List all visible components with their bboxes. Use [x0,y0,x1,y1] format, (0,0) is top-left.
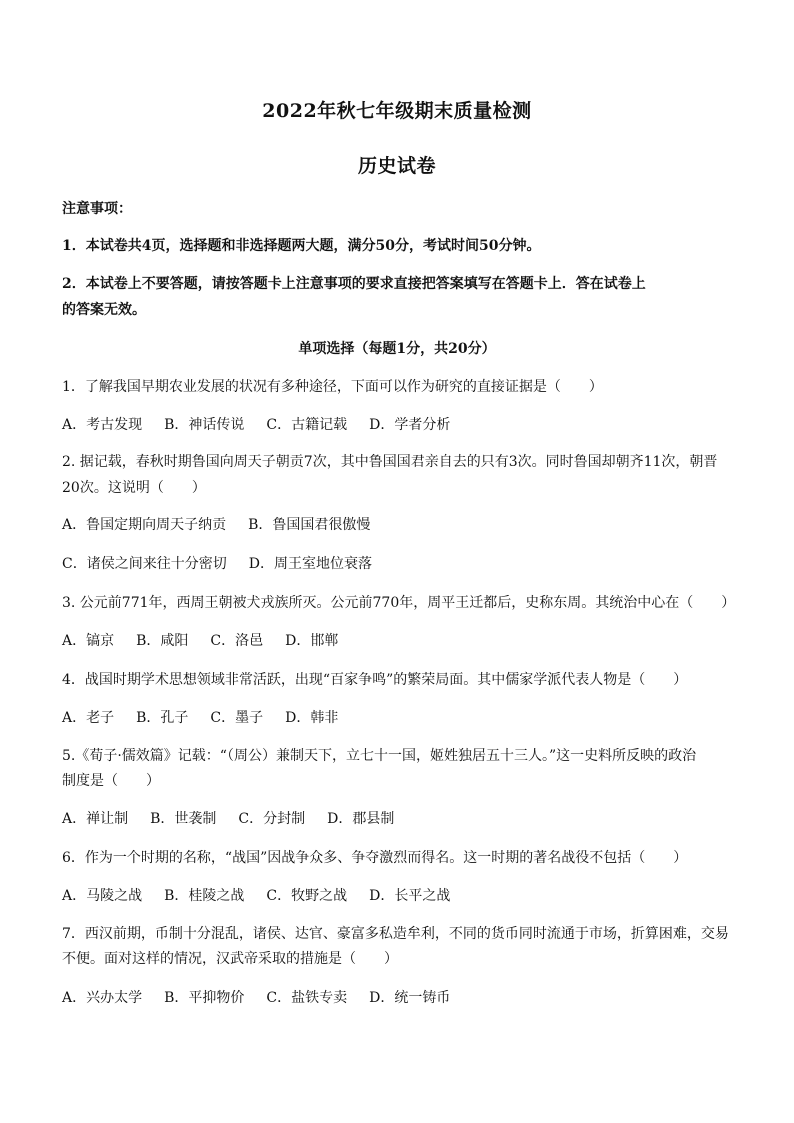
option-c: C．洛邑 [210,633,264,649]
option-c: C．墨子 [210,710,264,726]
question-4-stem: 4．战国时期学术思想领域非常活跃，出现“百家争鸣”的繁荣局面。其中儒家学派代表人物是（ ） [62,672,688,688]
notice-item-2-line-1: 2．本试卷上不要答题，请按答题卡上注意事项的要求直接把答案填写在答题卡上．答在试卷上 [62,276,646,292]
question-5-options [62,806,734,833]
notice-item-1: 1．本试卷共4页，选择题和非选择题两大题，满分50分，考试时间50分钟。 [62,238,541,254]
option-b: B．平抑物价 [164,990,245,1006]
option-c: C．牧野之战 [266,888,348,904]
option-a: A．鲁国定期向周天子纳贡 [62,517,227,533]
question-7-stem-line-1: 7．西汉前期，币制十分混乱，诸侯、达官、豪富多私造牟利，不同的货币同时流通于市场，折算困难，交易 [62,926,729,942]
question-1-stem: 1．了解我国早期农业发展的状况有多种途径，下面可以作为研究的直接证据是（ ） [62,379,603,395]
question-7-options [62,985,734,1012]
option-c: C．古籍记载 [266,417,348,433]
option-a: A．镐京 [62,633,115,649]
exam-title: 2022年秋七年级期末质量检测 [262,100,532,122]
option-d: D．周王室地位衰落 [248,556,372,572]
option-a: A．老子 [62,710,115,726]
option-d: D．学者分析 [369,417,451,433]
option-a: A．兴办太学 [62,990,143,1006]
option-b: B．孔子 [136,710,189,726]
option-c: C．诸侯之间来往十分密切 [62,556,227,572]
question-5-stem-line-1: 5.《荀子·儒效篇》记载：“（周公）兼制天下，立七十一国，姬姓独居五十三人。”这一史料所反映的政治 [62,748,697,764]
question-7-stem-line-2: 不便。面对这样的情况，汉武帝采取的措施是（ ） [62,951,398,967]
question-6-options [62,883,734,910]
question-2-options-row-2 [62,551,734,578]
option-b: B．桂陵之战 [164,888,245,904]
option-d: D．长平之战 [369,888,451,904]
option-d: D．统一铸币 [369,990,451,1006]
question-1-options [62,412,734,439]
question-3-stem: 3. 公元前771年，西周王朝被犬戎族所灭。公元前770年，周平王迁都后，史称东周。其统治中心在（ ） [62,595,736,611]
question-2-stem-line-2: 20次。这说明（ ） [62,480,206,496]
question-6-stem: 6．作为一个时期的名称，“战国”因战争众多、争夺激烈而得名。这一时期的著名战役不包括（ ） [62,850,688,866]
option-b: B．世袭制 [150,811,217,827]
option-c: C．盐铁专卖 [266,990,348,1006]
section-title: 单项选择（每题1分，共20分） [298,341,496,357]
question-4-options [62,705,734,732]
option-d: D．邯郸 [285,633,339,649]
option-b: B．鲁国国君很傲慢 [248,517,371,533]
notice-item-2-line-2: 的答案无效。 [62,302,146,318]
option-d: D．郡县制 [327,811,395,827]
question-5-stem-line-2: 制度是（ ） [62,773,160,789]
notice-heading: 注意事项： [62,201,132,217]
question-3-options [62,628,734,655]
option-d: D．韩非 [285,710,339,726]
question-2-options-row-1 [62,512,734,539]
option-b: B．神话传说 [164,417,245,433]
option-a: A．马陵之战 [62,888,143,904]
option-a: A．禅让制 [62,811,129,827]
option-b: B．咸阳 [136,633,189,649]
exam-subtitle: 历史试卷 [357,155,436,177]
option-a: A．考古发现 [62,417,143,433]
question-2-stem-line-1: 2. 据记载，春秋时期鲁国向周天子朝贡7次，其中鲁国国君亲自去的只有3次。同时鲁国却朝齐11次，朝晋 [62,454,718,470]
option-c: C．分封制 [238,811,306,827]
